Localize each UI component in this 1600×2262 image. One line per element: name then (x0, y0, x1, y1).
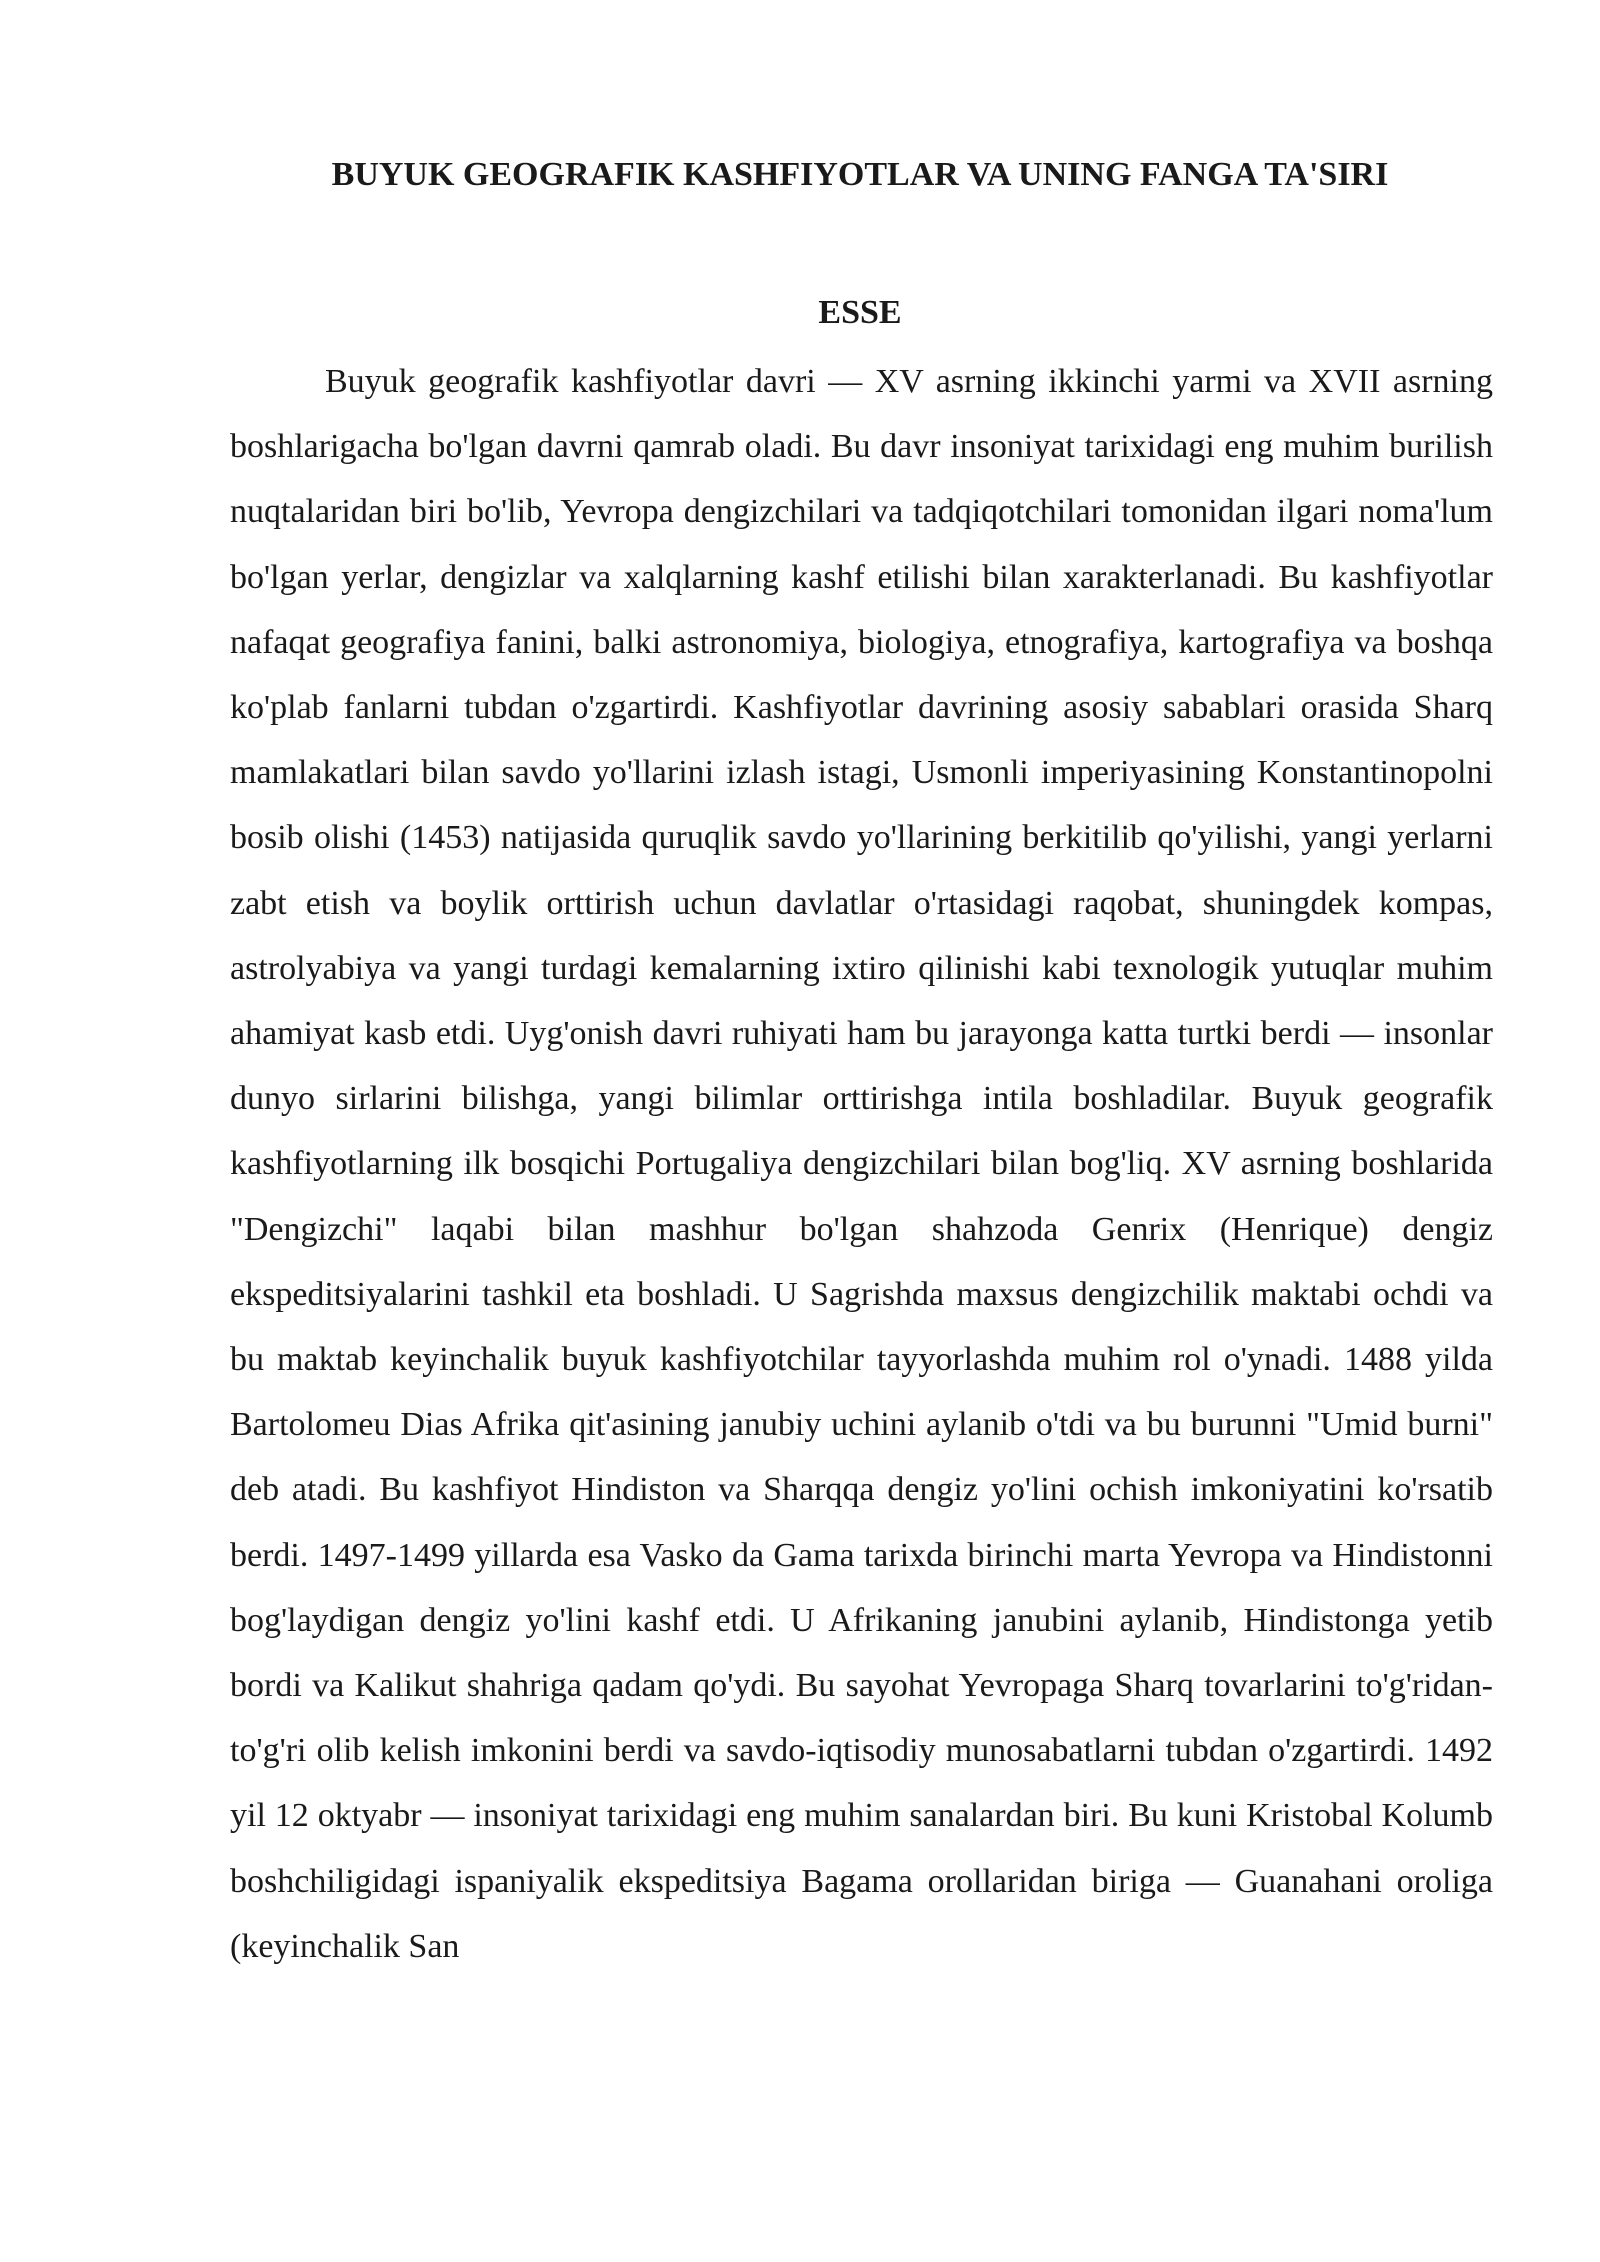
body-paragraph: Buyuk geografik kashfiyotlar davri — XV asrning ikkinchi yarmi va XVII asrning boshlarigacha bo'lgan davrni qamrab oladi. Bu davr insoniyat tarixidagi eng muhim burilish nuqtalaridan biri bo'lib, Yevropa dengizchilari va tadqiqotchilari tomonidan ilgari noma'lum bo'lgan yerlar, dengizlar va xalqlarning kashf etilishi bilan xarakterlanadi. Bu kashfiyotlar nafaqat geografiya fanini, balki astronomiya, biologiya, etnografiya, kartografiya va boshqa ko'plab fanlarni tubdan o'zgartirdi. Kashfiyotlar davrining asosiy sabablari orasida Sharq mamlakatlari bilan savdo yo'llarini izlash istagi, Usmonli imperiyasining Konstantinopolni bosib olishi (1453) natijasida quruqlik savdo yo'llarining berkitilib qo'yilishi, yangi yerlarni zabt etish va boylik orttirish uchun davlatlar o'rtasidagi raqobat, shuningdek kompas, astrolyabiya va yangi turdagi kemalarning ixtiro qilinishi kabi texnologik yutuqlar muhim ahamiyat kasb etdi. Uyg'onish davri ruhiyati ham bu jarayonga katta turtki berdi — insonlar dunyo sirlarini bilishga, yangi bilimlar orttirishga intila boshladilar. Buyuk geografik kashfiyotlarning ilk bosqichi Portugaliya dengizchilari bilan bog'liq. XV asrning boshlarida "Dengizchi" laqabi bilan mashhur bo'lgan shahzoda Genrix (Henrique) dengiz ekspeditsiyalarini tashkil eta boshladi. U Sagrishda maxsus dengizchilik maktabi ochdi va bu maktab keyinchalik buyuk kashfiyotchilar tayyorlashda muhim rol o'ynadi. 1488 yilda Bartolomeu Dias Afrika qit'asining janubiy uchini aylanib o'tdi va bu burunni "Umid burni" deb atadi. Bu kashfiyot Hindiston va Sharqqa dengiz yo'lini ochish imkoniyatini ko'rsatib berdi. 1497-1499 yillarda esa Vasko da Gama tarixda birinchi marta Yevropa va Hindistonni bog'laydigan dengiz yo'lini kashf etdi. U Afrikaning janubini aylanib, Hindistonga yetib bordi va Kalikut shahriga qadam qo'ydi. Bu sayohat Yevropaga Sharq tovarlarini to'g'ridan-to'g'ri olib kelish imkonini berdi va savdo-iqtisodiy munosabatlarni tubdan o'zgartirdi. 1492 yil 12 oktyabr — insoniyat tarixidagi eng muhim sanalardan biri. Bu kuni Kristobal Kolumb boshchiligidagi ispaniyalik ekspeditsiya Bagama orollaridan biriga — Guanahani oroliga (keyinchalik San (230, 363, 1493, 1965)
document-title: BUYUK GEOGRAFIK KASHFIYOTLAR VA UNING FANGA TA'SIRI (331, 156, 1389, 193)
document-subtitle: ESSE (818, 294, 902, 331)
